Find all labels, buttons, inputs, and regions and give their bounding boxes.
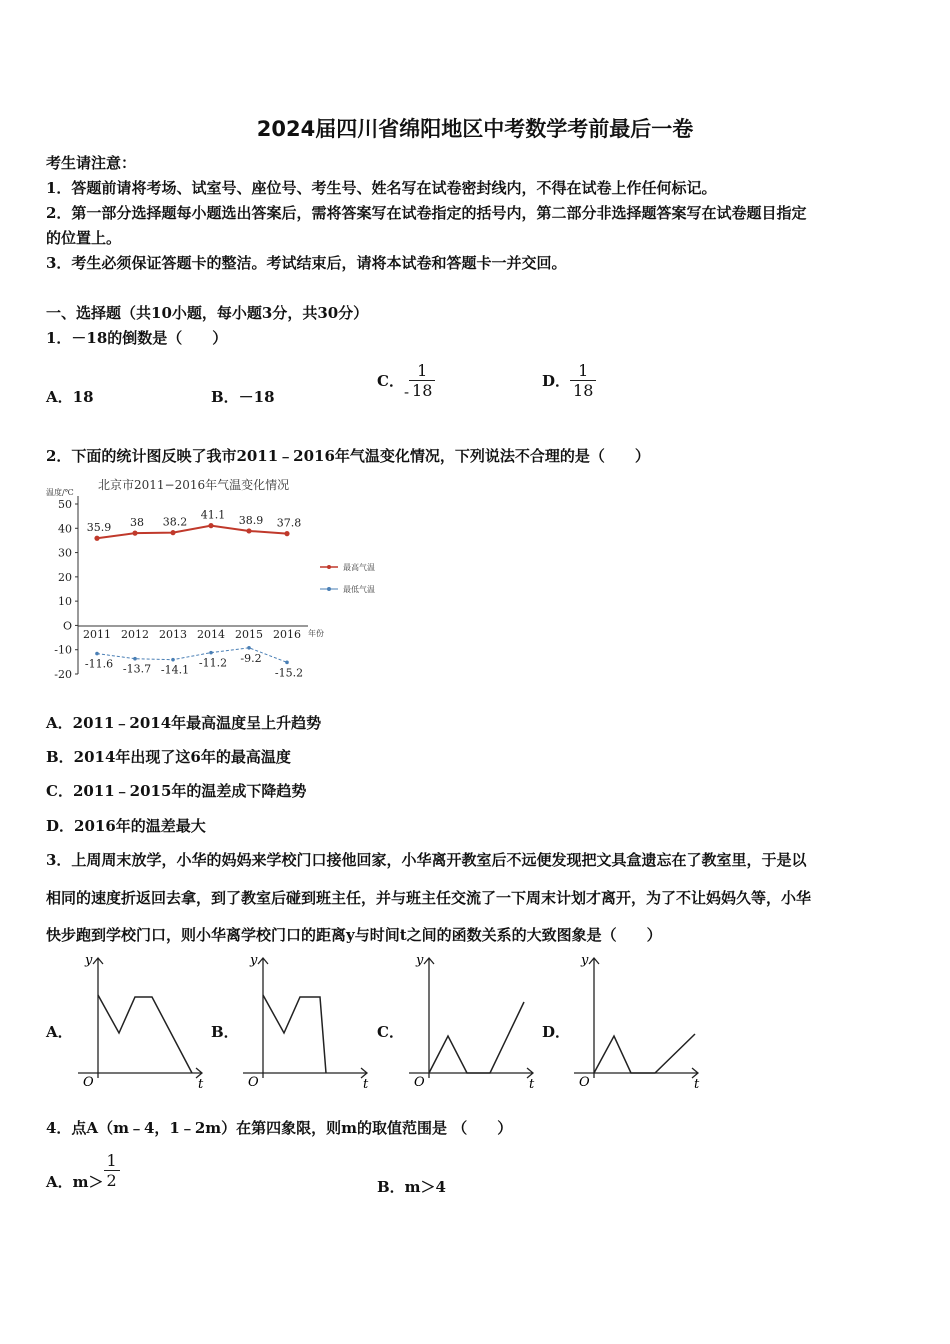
y-tick-label: -10 [54,643,72,657]
data-point [209,651,213,655]
y-tick-label: 30 [58,546,72,560]
q2-option-b: B．2014年出现了这6年的最高温度 [46,748,291,766]
q3-line-2: 相同的速度折返回去拿，到了教室后碰到班主任，并与班主任交流了一下周末计划才离开，为了不让妈妈久等，小华 [46,889,812,907]
x-tick-label: 2011 [83,628,111,641]
x-tick-label: 2014 [197,628,225,641]
fraction-numerator: 1 [417,361,428,380]
q3-graph-a [72,950,212,1092]
series-line-max [97,526,287,539]
data-label: -15.2 [274,666,304,680]
data-point [247,646,251,650]
y-tick-label: 40 [58,522,72,536]
axis-t-label: t [694,1077,700,1092]
q1-option-a: A．18 [46,388,94,406]
axis-origin-label: O [579,1075,590,1090]
q1-option-d-label: D． [542,372,571,390]
q3-option-c-label: C． [377,1023,404,1041]
q1-option-c-sign: - [403,382,410,401]
chart-title: 北京市2011−2016年气温变化情况 [98,478,290,492]
q3-line-1: 3．上周周末放学，小华的妈妈来学校门口接他回家，小华离开教室后不远便发现把文具盒遗忘在了教室里，于是以 [46,851,807,869]
legend-label: 最低气温 [343,585,375,594]
q1-option-d [542,361,596,400]
y-tick-label: 50 [58,498,72,511]
q2-option-c: C．2011﹣2015年的温差成下降趋势 [46,782,307,800]
temperature-chart [44,474,394,684]
fraction-numerator: 1 [578,361,589,380]
q2-option-a: A．2011﹣2014年最高温度呈上升趋势 [46,714,322,732]
notice-line-1: 1．答题前请将考场、试室号、座位号、考生号、姓名写在试卷密封线内，不得在试卷上作任何标记。 [46,179,717,197]
q3-option-d-label: D． [542,1023,571,1041]
x-tick-label: 2012 [121,628,149,641]
q4-option-a [46,1151,120,1190]
data-point [284,531,289,536]
y-tick-label: -20 [54,668,72,681]
y-tick-label: 10 [58,595,72,609]
axis-y-label: y [581,953,589,968]
page-title: 2024届四川省绵阳地区中考数学考前最后一卷 [256,117,694,141]
axis-t-label: t [363,1077,369,1092]
data-point [132,531,137,536]
notice-line-3: 3．考生必须保证答题卡的整洁。考试结束后，请将本试卷和答题卡一并交回。 [46,254,567,272]
q4-stem: 4．点A（m﹣4，1﹣2m）在第四象限，则m的取值范围是 （ ） [46,1119,513,1137]
function-curve [594,1034,695,1073]
legend-marker [327,587,331,591]
data-point [171,658,175,662]
notice-line-2: 2．第一部分选择题每小题选出答案后，需将答案写在试卷指定的括号内，第二部分非选择题答案写在试卷题目指定 [46,204,807,222]
fraction-denominator: 18 [570,380,596,400]
data-point [246,528,251,533]
data-label: 38.2 [162,515,188,529]
data-point [285,661,289,665]
q4-option-b: B．m＞4 [377,1178,446,1196]
data-point [133,657,137,661]
x-tick-label: 2015 [235,628,263,641]
data-label: 37.8 [276,516,302,530]
q1-option-c-fraction [409,361,435,400]
y-tick-label: 20 [58,570,72,584]
axis-t-label: t [198,1077,204,1092]
q1-option-c-label: C． [377,372,404,390]
q1-stem: 1．－18的倒数是（ ） [46,329,228,347]
q3-graph-d [568,950,708,1092]
chart-y-label: 温度/℃ [46,488,74,497]
data-label: -13.7 [122,662,152,676]
q1-option-c [377,361,435,400]
x-tick-label: 2016 [273,628,301,641]
legend-label: 最高气温 [343,563,375,572]
data-label: -14.1 [160,663,190,677]
data-label: -9.2 [240,651,262,665]
data-label: 38 [130,516,144,530]
chart-x-label: 年份 [308,629,324,638]
axis-origin-label: O [414,1075,425,1090]
axis-origin-label: O [83,1075,94,1090]
data-point [208,523,213,528]
fraction-denominator: 18 [409,380,435,400]
axis-y-label: y [416,953,424,968]
q3-graph-b [237,950,377,1092]
q1-option-d-fraction [570,361,596,400]
fraction-numerator: 1 [106,1151,117,1170]
q3-graph-c [403,950,543,1092]
data-label: 41.1 [200,508,226,522]
data-label: -11.2 [198,656,228,670]
section-heading: 一、选择题（共10小题，每小题3分，共30分） [46,304,369,322]
function-curve [98,995,192,1073]
function-curve [263,995,326,1073]
legend-marker [327,565,331,569]
q1-option-b: B．－18 [211,388,275,406]
axis-y-label: y [85,953,93,968]
x-tick-label: 2013 [159,628,187,641]
q4-option-a-label: A．m＞ [46,1173,104,1191]
axis-origin-label: O [248,1075,259,1090]
q4-option-a-fraction [104,1151,120,1190]
fraction-denominator: 2 [104,1170,120,1190]
notice-line-2b: 的位置上。 [46,229,122,247]
function-curve [429,1002,524,1073]
axis-y-label: y [250,953,258,968]
data-point [95,652,99,656]
data-point [94,536,99,541]
data-label: 38.9 [238,513,264,527]
q2-option-d: D．2016年的温差最大 [46,817,206,835]
q3-option-a-label: A． [46,1023,73,1041]
axis-t-label: t [529,1077,535,1092]
q3-option-b-label: B． [211,1023,239,1041]
y-tick-label: O [62,619,72,633]
q2-stem: 2．下面的统计图反映了我市2011﹣2016年气温变化情况，下列说法不合理的是（ ） [46,447,650,465]
data-label: -11.6 [84,657,114,671]
notice-heading: 考生请注意： [46,154,137,172]
data-label: 35.9 [86,521,112,535]
q3-line-3: 快步跑到学校门口，则小华离学校门口的距离y与时间t之间的函数关系的大致图象是（ ） [46,926,662,944]
data-point [170,530,175,535]
